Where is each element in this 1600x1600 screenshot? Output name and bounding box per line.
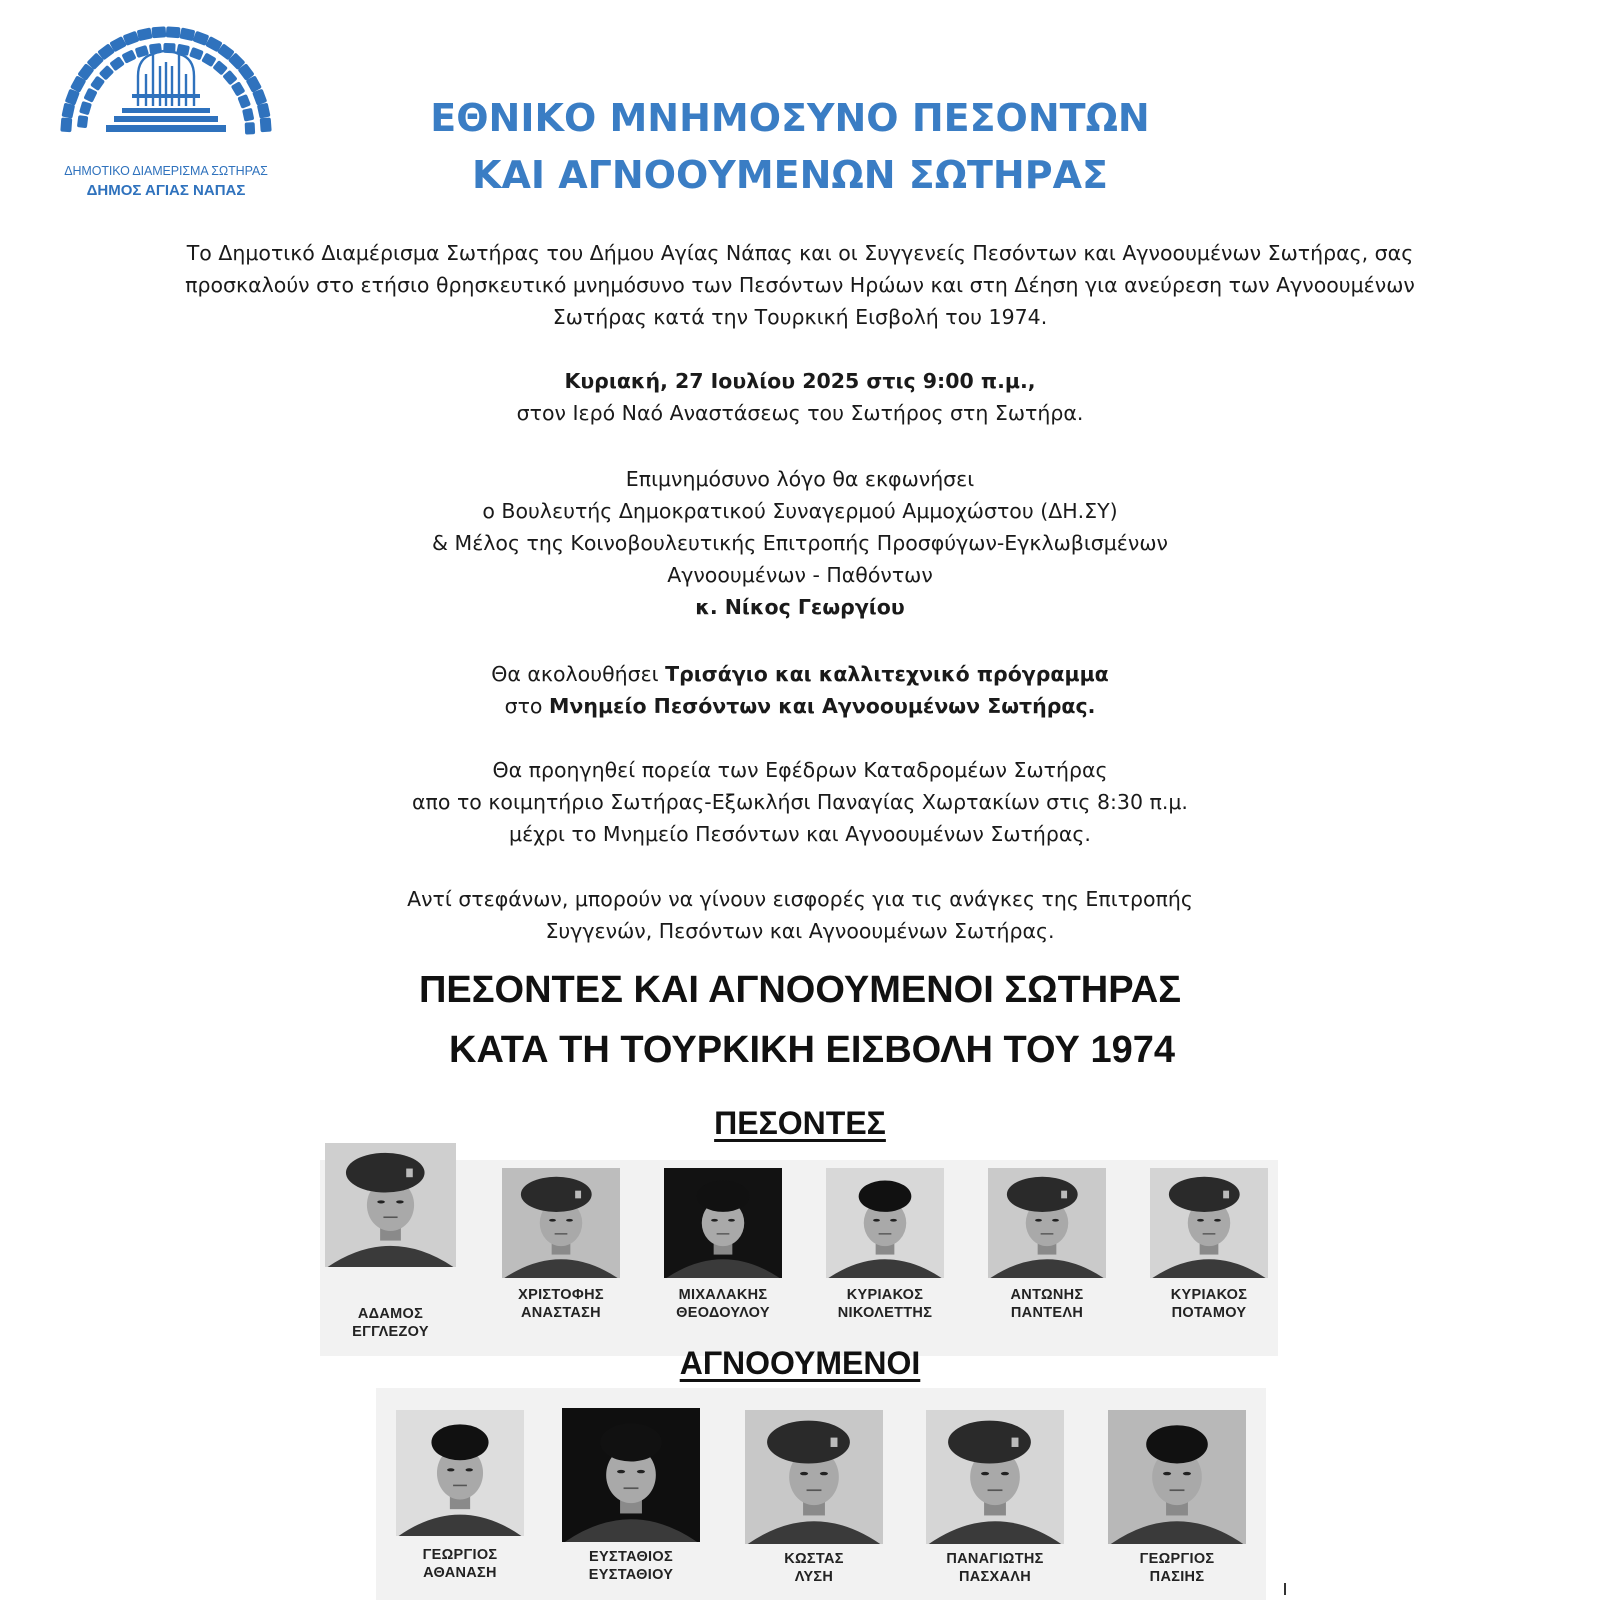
missing-person-portrait bbox=[562, 1408, 700, 1542]
arch-brick bbox=[121, 49, 136, 63]
arch-brick bbox=[179, 27, 195, 41]
fallen-person-portrait bbox=[826, 1168, 944, 1278]
fallen-person-caption bbox=[978, 1286, 1116, 1322]
arch-brick bbox=[260, 118, 272, 133]
event-date: Κυριακή, 27 Ιουλίου 2025 στις 9:00 π.μ., bbox=[564, 369, 1036, 393]
speech-line-3: & Μέλος της Κοινοβουλευτικής Επιτροπής Προσφύγων-Εγκλωβισμένων bbox=[432, 531, 1168, 555]
speech-line-2: ο Βουλευτής Δημοκρατικού Συναγερμού Αμμοχώστου (ΔΗ.ΣΥ) bbox=[482, 499, 1118, 523]
arch-brick bbox=[77, 115, 88, 128]
fallen-person-caption bbox=[1140, 1286, 1278, 1322]
fallen-person-last-name: ΑΝΑΣΤΑΣΗ bbox=[521, 1305, 601, 1321]
logo-district-name: ΔΗΜΟΤΙΚΟ ΔΙΑΜΕΡΙΣΜΑ ΣΩΤΗΡΑΣ bbox=[64, 164, 268, 178]
program-text-2: στο bbox=[504, 694, 549, 718]
arch-brick bbox=[90, 76, 105, 92]
missing-person-portrait bbox=[396, 1410, 524, 1536]
missing-person-last-name: ΕΥΣΤΑΘΙΟΥ bbox=[588, 1567, 674, 1583]
page-title bbox=[380, 90, 1200, 204]
intro-line-3: Σωτήρας κατά την Τουρκική Εισβολή του 1974. bbox=[552, 305, 1048, 329]
fallen-person-first-name: ΜΙΧΑΛΑΚΗΣ bbox=[678, 1287, 768, 1303]
march-line-1: Θα προηγηθεί πορεία των Εφέδρων Καταδρομέων Σωτήρας bbox=[492, 758, 1108, 782]
memorial-heading-line-1: ΠΕΣΟΝΤΕΣ ΚΑΙ ΑΓΝΟΟΥΜΕΝΟΙ ΣΩΤΗΡΑΣ bbox=[418, 969, 1182, 1011]
arch-brick bbox=[242, 108, 254, 122]
donations-line-1: Αντί στεφάνων, μπορούν να γίνουν εισφορές για τις ανάγκες της Επιτροπής bbox=[407, 887, 1193, 911]
donations-note bbox=[0, 883, 1600, 947]
speaker-name: κ. Νίκος Γεωργίου bbox=[695, 595, 905, 619]
memorial-heading bbox=[380, 960, 1220, 1080]
arch-brick bbox=[99, 65, 115, 81]
missing-person-portrait bbox=[926, 1410, 1064, 1544]
program-details bbox=[0, 658, 1600, 722]
missing-person-first-name: ΚΩΣΤΑΣ bbox=[784, 1551, 844, 1567]
missing-person-first-name: ΕΥΣΤΑΘΙΟΣ bbox=[589, 1549, 673, 1565]
speech-line-1: Επιμνημόσυνο λόγο θα εκφωνήσει bbox=[625, 467, 975, 491]
arch-brick bbox=[109, 56, 125, 71]
arch-brick bbox=[201, 52, 216, 67]
arch-brick bbox=[189, 47, 204, 61]
program-line-1 bbox=[0, 658, 1600, 690]
arch-brick bbox=[79, 101, 92, 115]
arch-brick bbox=[166, 26, 181, 38]
arch-brick bbox=[231, 81, 246, 96]
fallen-person-last-name: ΠΑΝΤΕΛΗ bbox=[1010, 1305, 1084, 1321]
missing-person-first-name: ΓΕΩΡΓΙΟΣ bbox=[1139, 1551, 1215, 1567]
speech-details bbox=[0, 463, 1600, 623]
fallen-person-caption bbox=[492, 1286, 630, 1322]
fallen-person-portrait bbox=[988, 1168, 1106, 1278]
fallen-person-last-name: ΕΓΓΛΕΖΟΥ bbox=[352, 1324, 429, 1340]
intro-line-2: προσκαλούν στο ετήσιο θρησκευτικό μνημόσυνο των Πεσόντων Ηρώων και στη Δέηση για ανεύρεση των Αγνοουμένων bbox=[185, 273, 1415, 297]
speech-line-4: Αγνοουμένων - Παθόντων bbox=[667, 563, 933, 587]
missing-person-caption bbox=[735, 1550, 893, 1586]
missing-person-last-name: ΠΑΣΙΗΣ bbox=[1149, 1569, 1205, 1585]
event-details bbox=[0, 365, 1600, 429]
logo-municipality-name: ΔΗΜΟΣ ΑΓΙΑΣ ΝΑΠΑΣ bbox=[86, 182, 246, 199]
arch-brick bbox=[212, 60, 228, 75]
march-details bbox=[0, 754, 1600, 850]
arch-brick bbox=[152, 26, 167, 38]
fallen-person-first-name: ΧΡΙΣΤΟΦΗΣ bbox=[518, 1287, 604, 1303]
fallen-person-portrait bbox=[325, 1143, 456, 1267]
program-text-1: Θα ακολουθήσει bbox=[491, 662, 666, 686]
program-line-2 bbox=[0, 690, 1600, 722]
program-highlight-2: Μνημείο Πεσόντων και Αγνοουμένων Σωτήρας. bbox=[549, 694, 1096, 718]
missing-person-portrait bbox=[745, 1410, 883, 1544]
fallen-person-portrait bbox=[1150, 1168, 1268, 1278]
arch-brick bbox=[237, 94, 251, 109]
missing-person-last-name: ΛΥΣΗ bbox=[794, 1569, 834, 1585]
missing-person-last-name: ΠΑΣΧΑΛΗ bbox=[958, 1569, 1032, 1585]
memorial-heading-line-2: ΚΑΤΑ ΤΗ ΤΟΥΡΚΙΚΗ ΕΙΣΒΟΛΗ ΤΟΥ 1974 bbox=[449, 1029, 1175, 1071]
program-highlight-1: Τρισάγιο και καλλιτεχνικό πρόγραμμα bbox=[665, 662, 1109, 686]
donations-line-2: Συγγενών, Πεσόντων και Αγνοουμένων Σωτήρας. bbox=[545, 919, 1055, 943]
missing-person-portrait bbox=[1108, 1410, 1246, 1544]
fallen-person-last-name: ΠΟΤΑΜΟΥ bbox=[1171, 1305, 1247, 1321]
title-line-2: ΚΑΙ ΑΓΝΟΟΥΜΕΝΩΝ ΣΩΤΗΡΑΣ bbox=[472, 153, 1108, 197]
arch-brick bbox=[222, 70, 237, 86]
fallen-section-label: ΠΕΣΟΝΤΕΣ bbox=[714, 1105, 886, 1141]
missing-person-caption bbox=[386, 1546, 534, 1582]
fallen-person-first-name: ΑΝΤΩΝΗΣ bbox=[1010, 1287, 1084, 1303]
fallen-person-first-name: ΚΥΡΙΑΚΟΣ bbox=[1170, 1287, 1248, 1303]
fallen-person-caption bbox=[816, 1286, 954, 1322]
corner-mark bbox=[1284, 1583, 1286, 1595]
missing-section-label: ΑΓΝΟΟΥΜΕΝΟΙ bbox=[679, 1345, 921, 1381]
fallen-person-portrait bbox=[502, 1168, 620, 1278]
march-line-3: μέχρι το Μνημείο Πεσόντων και Αγνοουμένων Σωτήρας. bbox=[509, 822, 1091, 846]
missing-person-first-name: ΠΑΝΑΓΙΩΤΗΣ bbox=[946, 1551, 1044, 1567]
invitation-paragraph bbox=[0, 237, 1600, 333]
fallen-person-portrait bbox=[664, 1168, 782, 1278]
fallen-person-last-name: ΝΙΚΟΛΕΤΤΗΣ bbox=[837, 1305, 933, 1321]
missing-person-first-name: ΓΕΩΡΓΙΟΣ bbox=[422, 1547, 498, 1563]
municipality-logo bbox=[50, 14, 282, 204]
fallen-person-caption bbox=[654, 1286, 792, 1322]
intro-line-1: Το Δημοτικό Διαμέρισμα Σωτήρας του Δήμου Αγίας Νάπας και οι Συγγενείς Πεσόντων και Αγνοουμένων Σωτήρας, σας bbox=[186, 241, 1414, 265]
arch-brick bbox=[83, 88, 97, 103]
missing-person-caption bbox=[552, 1548, 710, 1584]
march-line-2: απο το κοιμητήριο Σωτήρας-Εξωκλήσι Παναγίας Χωρτακίων στις 8:30 π.μ. bbox=[412, 790, 1188, 814]
arch-brick bbox=[245, 122, 255, 134]
event-place: στον Ιερό Ναό Αναστάσεως του Σωτήρος στη Σωτήρα. bbox=[516, 401, 1084, 425]
memorial-arch-icon bbox=[50, 14, 282, 164]
arch-brick bbox=[61, 103, 75, 119]
title-line-1: ΕΘΝΙΚΟ ΜΝΗΜΟΣΥΝΟ ΠΕΣΟΝΤΩΝ bbox=[430, 96, 1150, 140]
fallen-person-first-name: ΚΥΡΙΑΚΟΣ bbox=[846, 1287, 924, 1303]
arch-brick bbox=[257, 103, 271, 119]
missing-person-caption bbox=[1098, 1550, 1256, 1586]
fallen-person-caption bbox=[315, 1305, 466, 1341]
arch-brick bbox=[60, 118, 72, 133]
arch-brick bbox=[137, 27, 153, 41]
fallen-person-first-name: ΑΔΑΜΟΣ bbox=[357, 1306, 424, 1322]
missing-person-last-name: ΑΘΑΝΑΣΗ bbox=[423, 1565, 497, 1581]
fallen-person-last-name: ΘΕΟΔΟΥΛΟΥ bbox=[676, 1305, 770, 1321]
missing-person-caption bbox=[916, 1550, 1074, 1586]
